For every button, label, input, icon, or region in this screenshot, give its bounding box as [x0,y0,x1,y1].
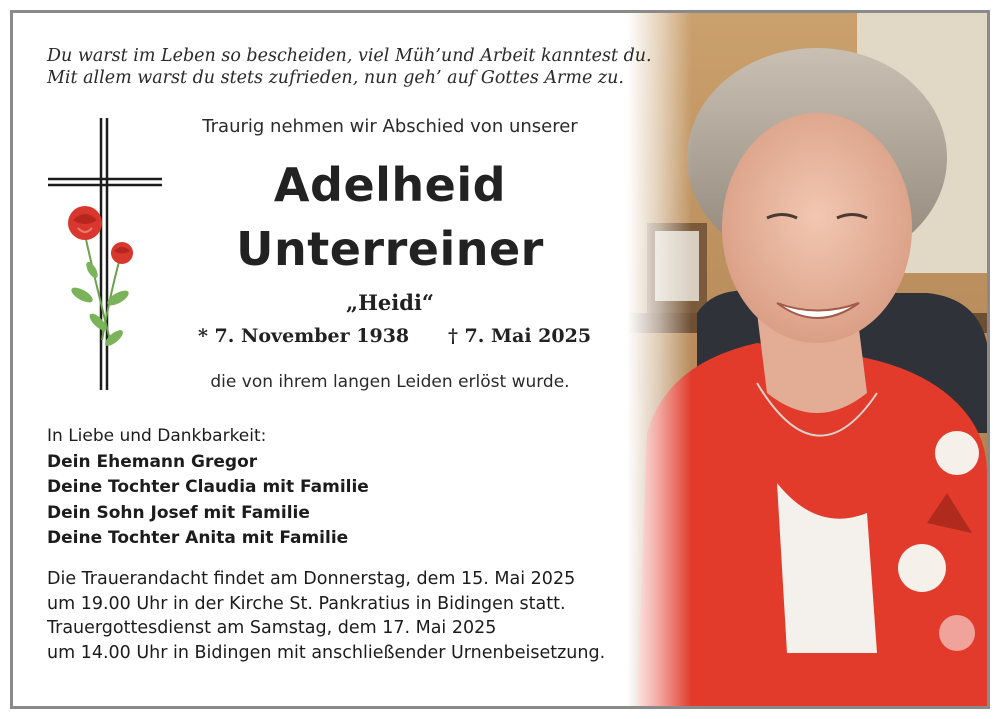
family-list [47,424,607,552]
family-member: Deine Tochter Anita mit Familie [47,528,349,548]
release-text: die von ihrem langen Leiden erlöst wurde. [210,372,570,392]
birth-date: * 7. November 1938 [198,325,410,347]
deceased-last-name: Unterreiner [236,222,544,276]
family-lead: In Liebe und Dankbarkeit: [47,426,267,446]
death-date: † 7. Mai 2025 [448,325,592,347]
service-details [47,567,667,665]
portrait-photo [627,13,987,706]
memorial-quote [47,45,687,89]
cross-with-roses-icon [40,110,170,400]
service-line: Trauergottesdienst am Samstag, dem 17. Mai 2025 [47,618,497,638]
family-member: Deine Tochter Claudia mit Familie [47,477,369,497]
family-member: Dein Sohn Josef mit Familie [47,502,310,523]
service-line: um 19.00 Uhr in der Kirche St. Pankratius in Bidingen statt. [47,593,566,614]
service-line: um 14.00 Uhr in Bidingen mit anschließender Urnenbeisetzung. [47,642,606,663]
service-line: Die Trauerandacht findet am Donnerstag, dem 15. Mai 2025 [47,569,576,589]
deceased-nickname: „Heidi“ [346,290,434,315]
deceased-first-name: Adelheid [273,158,507,212]
family-member: Dein Ehemann Gregor [47,451,258,472]
quote-line: Du warst im Leben so bescheiden, viel Müh’und Arbeit kanntest du. [47,46,652,66]
life-dates [180,325,620,353]
intro-text: Traurig nehmen wir Abschied von unserer [202,116,578,137]
quote-line: Mit allem warst du stets zufrieden, nun geh’ auf Gottes Arme zu. [47,68,624,88]
